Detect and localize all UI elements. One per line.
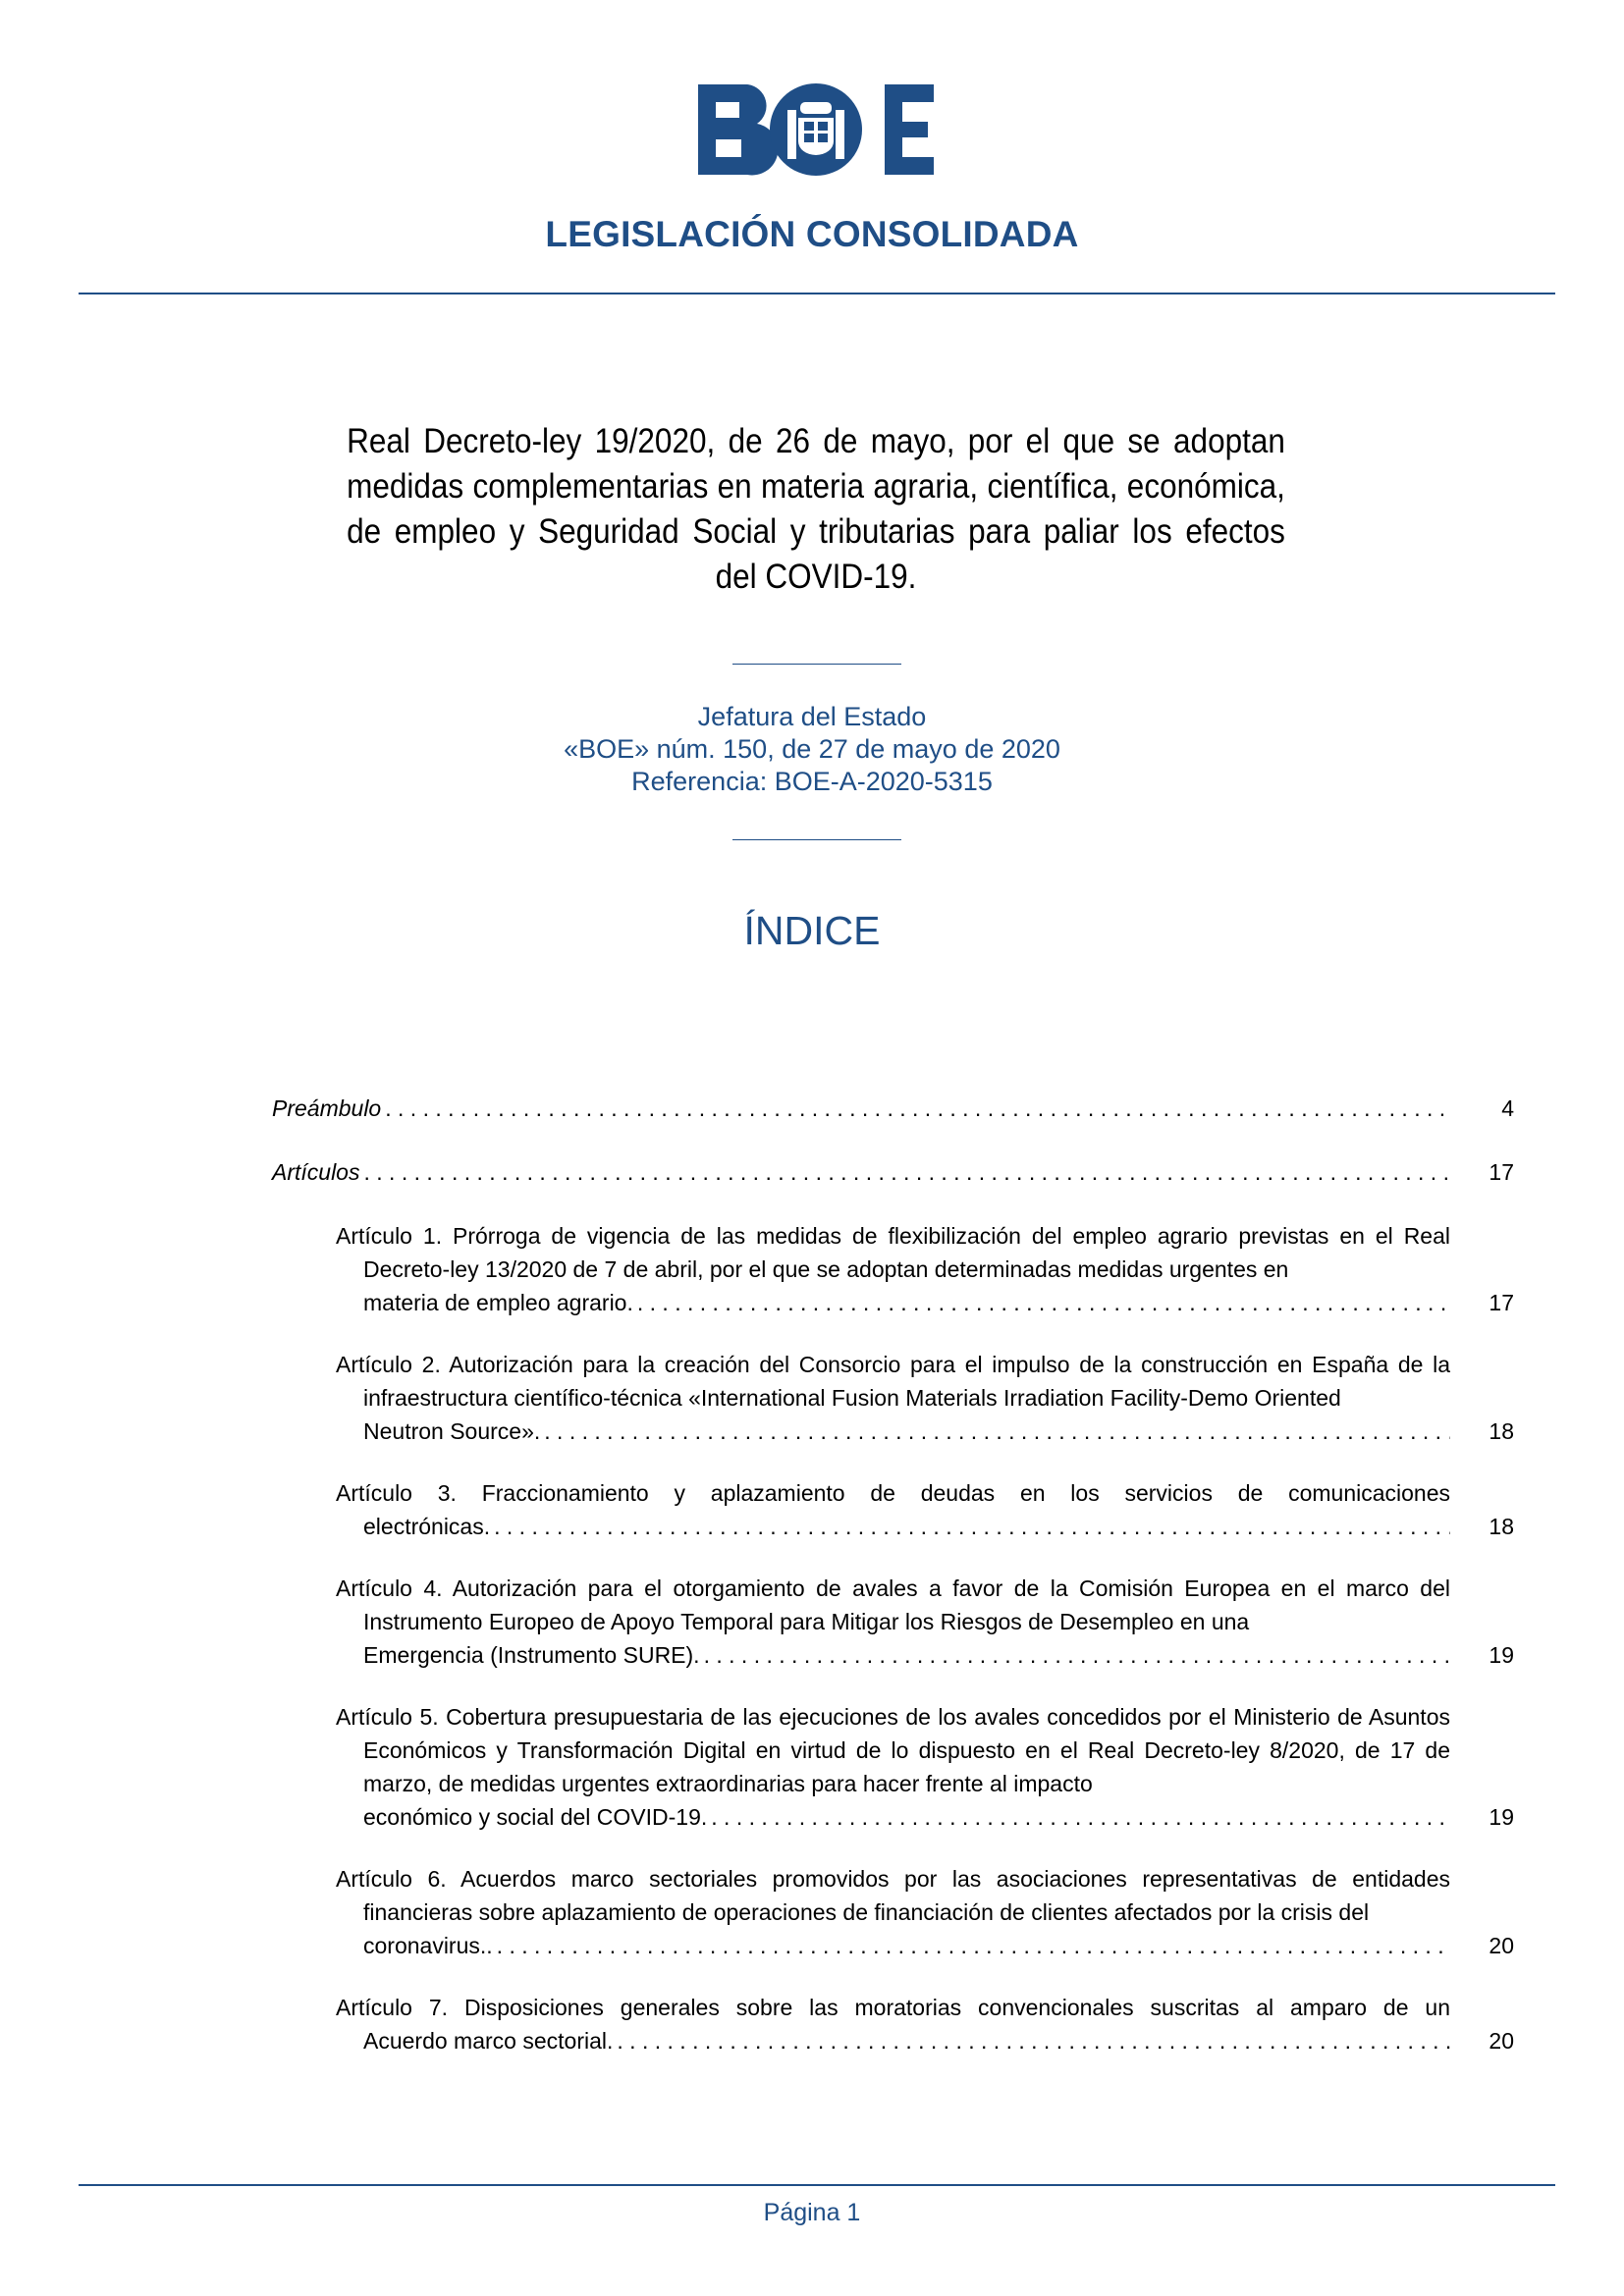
toc-entry-articulo-2[interactable]	[336, 1348, 1514, 1448]
page-number-footer: Página 1	[763, 2199, 861, 2226]
issuer: Jefatura del Estado	[697, 702, 927, 731]
toc-entry-text: Artículo 6. Acuerdos marco sectoriales promovidos por las asociaciones representativas de entidades financieras sobre aplazamiento de operaciones de financiación de clientes afectados por la crisis del	[336, 1866, 1450, 1925]
toc-entry-text-end: electrónicas.	[363, 1514, 491, 1539]
toc-entry-text-end: económico y social del COVID-19.	[363, 1804, 708, 1830]
reference: Referencia: BOE-A-2020-5315	[631, 767, 993, 796]
toc-entry-text-end: Neutron Source».	[363, 1418, 541, 1444]
dot-leader	[381, 1092, 1450, 1125]
toc-page-number: 17	[1489, 1159, 1514, 1185]
index-heading: ÍNDICE	[743, 908, 881, 953]
toc-page-number: 19	[1489, 1804, 1514, 1830]
toc-entry-articulo-1[interactable]	[336, 1219, 1514, 1319]
toc-entry-articulo-3[interactable]	[336, 1476, 1514, 1543]
toc-entry-articulo-4[interactable]	[336, 1572, 1514, 1672]
toc-entry-text-end: coronavirus..	[363, 1933, 493, 1958]
toc-entry-text: Artículo 2. Autorización para la creación del Consorcio para el impulso de la construcción en España de la infraestructura científico-técnica «International Fusion Materials Irradiation Facility-Demo Oriented	[336, 1352, 1450, 1411]
toc-page-number: 18	[1489, 1418, 1514, 1444]
toc-page-number: 20	[1489, 1933, 1514, 1958]
dot-leader	[633, 1286, 1450, 1319]
toc-entry-text: Artículo 7. Disposiciones generales sobre las moratorias convencionales suscritas al amparo de un	[336, 1995, 1450, 2020]
toc-page-number: 20	[1489, 2028, 1514, 2054]
toc-entry-articulo-6[interactable]	[336, 1862, 1514, 1962]
title-separator	[732, 664, 901, 665]
toc-entry-text-end: Acuerdo marco sectorial.	[363, 2028, 614, 2054]
toc-page-number: 19	[1489, 1642, 1514, 1668]
dot-leader	[359, 1155, 1450, 1189]
toc-entry-label: Preámbulo	[272, 1095, 382, 1121]
toc-entry-text-end: materia de empleo agrario.	[363, 1290, 633, 1315]
toc-entry-text: Artículo 3. Fraccionamiento y aplazamiento de deudas en los servicios de comunicaciones	[336, 1480, 1450, 1506]
dot-leader	[493, 1929, 1450, 1962]
publication: «BOE» núm. 150, de 27 de mayo de 2020	[564, 734, 1060, 764]
dot-leader	[700, 1638, 1450, 1672]
document-title: Real Decreto-ley 19/2020, de 26 de mayo, por el que se adoptan medidas complementarias en materia agraria, científica, económica, de empleo y Seguridad Social y tributarias para paliar los efectos del COVID-19.	[347, 422, 1285, 596]
dot-leader	[490, 1510, 1450, 1543]
boe-logo	[696, 82, 936, 177]
footer-divider	[79, 2184, 1555, 2186]
dot-leader	[707, 1800, 1450, 1834]
dot-leader	[613, 2024, 1450, 2057]
toc-entry-label: Artículos	[272, 1159, 360, 1185]
toc-entry-articulos[interactable]	[272, 1155, 1514, 1189]
toc-entry-articulo-5[interactable]	[336, 1700, 1514, 1834]
toc-entry-text: Artículo 4. Autorización para el otorgamiento de avales a favor de la Comisión Europea en el marco del Instrumento Europeo de Apoyo Temporal para Mitigar los Riesgos de Desempleo en una	[336, 1575, 1450, 1634]
toc-entry-text: Artículo 5. Cobertura presupuestaria de las ejecuciones de los avales concedidos por el Ministerio de Asuntos Económicos y Transformación Digital en virtud de lo dispuesto en el Real Decreto-ley 8/2020, de 17 de marzo, de medidas urgentes extraordinarias para hacer frente al impacto	[336, 1704, 1450, 1796]
toc-page-number: 17	[1489, 1290, 1514, 1315]
toc-entry-text-end: Emergencia (Instrumento SURE).	[363, 1642, 700, 1668]
toc-entry-preambulo[interactable]	[272, 1092, 1514, 1125]
toc-page-number: 18	[1489, 1514, 1514, 1539]
header-divider	[79, 293, 1555, 294]
toc-entry-articulo-7[interactable]	[336, 1991, 1514, 2057]
dot-leader	[540, 1415, 1450, 1448]
document-meta	[0, 701, 1624, 798]
meta-separator	[732, 839, 901, 840]
toc-entry-text: Artículo 1. Prórroga de vigencia de las medidas de flexibilización del empleo agrario previstas en el Real Decreto-ley 13/2020 de 7 de abril, por el que se adoptan determinadas medidas urgentes en	[336, 1223, 1450, 1282]
table-of-contents	[272, 1092, 1514, 2086]
header-title: LEGISLACIÓN CONSOLIDADA	[545, 214, 1079, 254]
toc-page-number: 4	[1501, 1095, 1514, 1121]
